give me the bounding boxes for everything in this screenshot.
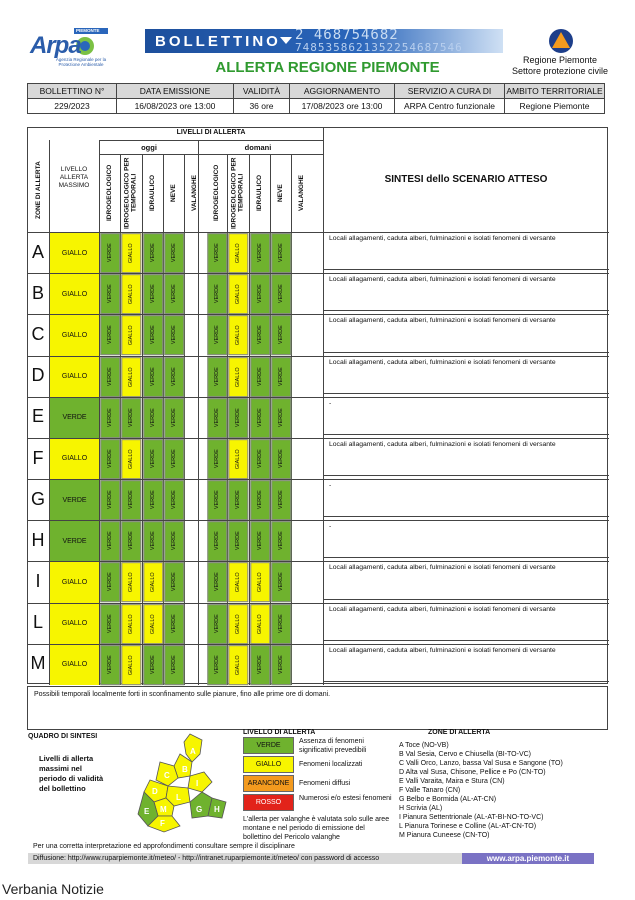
zone-level: GIALLO: [50, 439, 99, 479]
alert-badge: VERDE: [164, 233, 184, 273]
map-label-c: C: [164, 771, 170, 780]
zone-list: [399, 741, 619, 840]
zone-list-item: G Belbo e Bormida (AL-AT-CN): [399, 796, 497, 803]
zone-letter: F: [32, 447, 44, 468]
alert-badge: VERDE: [143, 480, 163, 520]
alert-badge: GIALLO: [250, 604, 270, 644]
synthesis-text: -: [329, 523, 332, 531]
oggi-label: oggi: [141, 143, 157, 152]
column-header: IDRAULICO: [255, 174, 263, 212]
legend-item: [243, 737, 393, 755]
grid-line: [323, 352, 609, 353]
domani-label: domani: [244, 143, 272, 152]
info-table: [27, 83, 605, 114]
legend-desc: Fenomeni diffusi: [299, 780, 351, 787]
synthesis-title: SINTESI dello SCENARIO ATTESO: [384, 174, 548, 185]
disclaimer: Per una corretta interpretazione ed approfondimenti consultare sempre il disciplinare: [33, 843, 295, 850]
alert-badge: GIALLO: [228, 274, 248, 314]
synthesis-text: Locali allagamenti, caduta alberi, fulminazioni e isolati fenomeni di versante: [329, 564, 556, 572]
alert-badge: VERDE: [164, 315, 184, 355]
zone-level: GIALLO: [50, 604, 99, 644]
alert-badge: VERDE: [100, 562, 120, 602]
alert-badge: VERDE: [207, 645, 227, 685]
zone-letter: M: [30, 653, 46, 674]
legend-desc: Fenomeni localizzati: [299, 761, 363, 768]
region-line-1: Regione Piemonte: [522, 55, 598, 65]
zone-header: ZONE DI ALLERTA: [35, 161, 42, 219]
alert-badge: VERDE: [207, 315, 227, 355]
info-header: DATA EMISSIONE: [117, 84, 234, 99]
zone-list-item: I Pianura Settentrionale (AL-AT-BI-NO-TO-VC): [399, 814, 544, 821]
banner-digits-2: 7485358621352254687546: [295, 41, 463, 53]
alert-badge: VERDE: [164, 645, 184, 685]
alert-badge: VERDE: [207, 562, 227, 602]
info-value: Regione Piemonte: [505, 99, 605, 114]
alert-badge: VERDE: [164, 604, 184, 644]
synthesis-text: Locali allagamenti, caduta alberi, fulminazioni e isolati fenomeni di versante: [329, 317, 556, 325]
zone-level: GIALLO: [50, 274, 99, 314]
legend-desc: Assenza di fenomeni significativi prevedibili: [299, 738, 367, 754]
alert-badge: VERDE: [100, 233, 120, 273]
alert-badge: VERDE: [250, 645, 270, 685]
region-name: [500, 55, 620, 77]
grid-line: [323, 475, 609, 476]
alert-badge: VERDE: [143, 315, 163, 355]
alert-badge: VERDE: [271, 480, 291, 520]
alert-badge: VERDE: [100, 604, 120, 644]
livelli-title: LIVELLI DI ALLERTA: [176, 129, 246, 136]
alert-badge: GIALLO: [228, 439, 248, 479]
zone-letter: E: [31, 406, 44, 427]
alert-badge: VERDE: [250, 480, 270, 520]
alert-badge: GIALLO: [121, 274, 141, 314]
zone-letter: I: [35, 571, 41, 592]
banner-title: BOLLETTINO: [155, 33, 281, 50]
alert-badge: VERDE: [271, 521, 291, 561]
alert-badge: VERDE: [207, 357, 227, 397]
banner-digits: 2 468754682: [295, 29, 399, 43]
arpa-logo: [30, 28, 112, 70]
zone-list-item: C Valli Orco, Lanzo, bassa Val Susa e Sangone (TO): [399, 760, 563, 767]
alert-badge: GIALLO: [228, 645, 248, 685]
alert-grid: [27, 127, 608, 684]
alert-badge: GIALLO: [143, 562, 163, 602]
piemonte-map: [130, 732, 230, 837]
map-label-e: E: [144, 807, 150, 816]
alert-badge: VERDE: [228, 398, 248, 438]
alert-badge: VERDE: [164, 274, 184, 314]
zone-list-item: F Valle Tanaro (CN): [399, 787, 461, 794]
alert-badge: VERDE: [121, 398, 141, 438]
legend-title: LIVELLO DI ALLERTA: [243, 729, 316, 736]
alert-badge: VERDE: [121, 521, 141, 561]
zone-level: VERDE: [50, 521, 99, 561]
alert-badge: VERDE: [207, 480, 227, 520]
alert-badge: VERDE: [207, 521, 227, 561]
alert-badge: GIALLO: [121, 604, 141, 644]
banner-arrow-icon: [280, 37, 292, 45]
map-label-f: F: [160, 819, 165, 828]
column-header: IDRAULICO: [148, 174, 156, 212]
alert-badge: VERDE: [271, 274, 291, 314]
alert-badge: GIALLO: [121, 315, 141, 355]
alert-badge: VERDE: [250, 233, 270, 273]
synthesis-text: Locali allagamenti, caduta alberi, fulminazioni e isolati fenomeni di versante: [329, 358, 556, 366]
zone-level: GIALLO: [50, 233, 99, 273]
alert-badge: VERDE: [100, 439, 120, 479]
level-header: LIVELLO ALLERTA MASSIMO: [58, 166, 90, 189]
alert-badge: VERDE: [143, 357, 163, 397]
alert-badge: VERDE: [228, 521, 248, 561]
alert-badge: VERDE: [207, 439, 227, 479]
zone-level: VERDE: [50, 398, 99, 438]
column-header: IDROGEOLOGICO PER TEMPORALI: [123, 157, 138, 229]
alert-badge: VERDE: [250, 315, 270, 355]
synthesis-text: -: [329, 399, 332, 407]
alert-badge: VERDE: [100, 274, 120, 314]
alert-badge: VERDE: [164, 521, 184, 561]
alert-badge: GIALLO: [228, 315, 248, 355]
grid-line: [323, 681, 609, 682]
alert-badge: GIALLO: [228, 233, 248, 273]
alert-badge: VERDE: [164, 562, 184, 602]
grid-line: [323, 516, 609, 517]
grid-line: [323, 310, 609, 311]
map-label-b: B: [182, 765, 188, 774]
zone-list-item: H Scrivia (AL): [399, 805, 443, 812]
alert-badge: VERDE: [271, 398, 291, 438]
alert-badge: VERDE: [271, 439, 291, 479]
column-header: IDROGEOLOGICO: [213, 164, 221, 222]
forecast-note: Possibili temporali localmente forti in sconfinamento sulle pianure, fino alle prime ore di domani.: [27, 686, 608, 730]
grid-line: [323, 557, 609, 558]
alert-badge: GIALLO: [228, 562, 248, 602]
alert-badge: GIALLO: [121, 357, 141, 397]
alert-badge: GIALLO: [228, 357, 248, 397]
alert-badge: VERDE: [207, 274, 227, 314]
info-value: 229/2023: [28, 99, 117, 114]
grid-line: [323, 599, 609, 600]
map-label-a: A: [190, 747, 196, 756]
zone-list-item: L Pianura Torinese e Colline (AL-AT-CN-TO): [399, 823, 537, 830]
alert-badge: VERDE: [164, 439, 184, 479]
alert-badge: VERDE: [250, 439, 270, 479]
legend-swatch: ROSSO: [243, 794, 294, 811]
column-header: IDROGEOLOGICO PER TEMPORALI: [230, 157, 245, 229]
alert-badge: VERDE: [164, 357, 184, 397]
legend-item: [243, 756, 393, 774]
logo-sub-top: PIEMONTE: [76, 28, 100, 33]
alert-badge: VERDE: [100, 480, 120, 520]
alert-badge: VERDE: [100, 521, 120, 561]
info-value: ARPA Centro funzionale: [395, 99, 505, 114]
alert-badge: GIALLO: [121, 233, 141, 273]
info-value: 17/08/2023 ore 13:00: [290, 99, 395, 114]
legend-swatch: ARANCIONE: [243, 775, 294, 792]
legend-swatch: GIALLO: [243, 756, 294, 773]
legend-desc: Numerosi e/o estesi fenomeni: [299, 795, 392, 802]
logo-sub: Agenzia Regionale per la Protezione Ambientale: [55, 57, 107, 67]
synthesis-text: Locali allagamenti, caduta alberi, fulminazioni e isolati fenomeni di versante: [329, 276, 556, 284]
zone-letter: D: [31, 365, 45, 386]
alert-badge: VERDE: [143, 439, 163, 479]
region-line-2: Settore protezione civile: [511, 66, 609, 76]
alert-badge: GIALLO: [121, 645, 141, 685]
alert-badge: VERDE: [121, 480, 141, 520]
info-value: 16/08/2023 ore 13:00: [117, 99, 234, 114]
main-title: ALLERTA REGIONE PIEMONTE: [215, 59, 440, 76]
column-header: VALANGHE: [298, 175, 306, 211]
alert-badge: VERDE: [164, 398, 184, 438]
alert-badge: VERDE: [271, 645, 291, 685]
valanghe-note: L'allerta per valanghe è valutata solo sulle aree montane e nel periodo di emissione del bollettino del Pericolo valanghe: [243, 816, 390, 841]
synthesis-text: -: [329, 482, 332, 490]
zone-list-title: ZONE DI ALLERTA: [428, 729, 491, 736]
zone-letter: G: [30, 488, 45, 509]
synthesis-text: Locali allagamenti, caduta alberi, fulminazioni e isolati fenomeni di versante: [329, 440, 556, 448]
alert-badge: GIALLO: [228, 604, 248, 644]
grid-line: [323, 393, 609, 394]
alert-badge: VERDE: [100, 645, 120, 685]
protezione-civile-icon: [544, 28, 578, 54]
alert-badge: GIALLO: [250, 562, 270, 602]
alert-badge: VERDE: [271, 562, 291, 602]
info-header: SERVIZIO A CURA DI: [395, 84, 505, 99]
alert-badge: VERDE: [143, 521, 163, 561]
watermark: Verbania Notizie: [2, 881, 104, 897]
zone-list-item: A Toce (NO-VB): [399, 742, 449, 749]
zone-letter: L: [32, 612, 43, 633]
map-label-i: I: [196, 779, 199, 788]
info-header: AMBITO TERRITORIALE: [505, 84, 605, 99]
zone-letter: C: [31, 323, 45, 344]
alert-badge: VERDE: [250, 357, 270, 397]
alert-badge: VERDE: [271, 604, 291, 644]
alert-badge: VERDE: [100, 357, 120, 397]
alert-badge: GIALLO: [143, 604, 163, 644]
grid-line: [323, 434, 609, 435]
alert-badge: VERDE: [143, 274, 163, 314]
zone-letter: B: [31, 282, 44, 303]
synthesis-text: Locali allagamenti, caduta alberi, fulminazioni e isolati fenomeni di versante: [329, 605, 556, 613]
synthesis-text: Locali allagamenti, caduta alberi, fulminazioni e isolati fenomeni di versante: [329, 646, 556, 654]
quadro-title: QUADRO DI SINTESI: [28, 733, 98, 740]
info-value: 36 ore: [234, 99, 290, 114]
alert-badge: VERDE: [100, 315, 120, 355]
alert-badge: VERDE: [164, 480, 184, 520]
info-header: VALIDITÀ: [234, 84, 290, 99]
column-header: IDROGEOLOGICO: [106, 164, 114, 222]
map-label-h: H: [214, 805, 220, 814]
map-label-d: D: [152, 787, 158, 796]
logo-text: Arpa: [30, 32, 81, 59]
bollettino-banner: [145, 29, 503, 53]
zone-level: GIALLO: [50, 562, 99, 602]
zone-letter: A: [31, 241, 44, 262]
alert-badge: VERDE: [250, 521, 270, 561]
alert-badge: VERDE: [207, 398, 227, 438]
alert-badge: VERDE: [143, 645, 163, 685]
alert-badge: VERDE: [207, 604, 227, 644]
synthesis-text: Locali allagamenti, caduta alberi, fulminazioni e isolati fenomeni di versante: [329, 235, 556, 242]
map-label-l: L: [176, 793, 181, 802]
zone-level: GIALLO: [50, 357, 99, 397]
quadro-caption: Livelli di allerta massimi nel periodo di validità del bollettino: [39, 754, 104, 793]
alert-badge: VERDE: [271, 357, 291, 397]
alert-badge: GIALLO: [121, 562, 141, 602]
alert-badge: VERDE: [143, 398, 163, 438]
info-header: AGGIORNAMENTO: [290, 84, 395, 99]
map-label-g: G: [196, 805, 203, 814]
column-header: NEVE: [277, 184, 285, 202]
zone-level: GIALLO: [50, 315, 99, 355]
site-link[interactable]: www.arpa.piemonte.it: [462, 853, 594, 864]
alert-badge: VERDE: [100, 398, 120, 438]
alert-badge: VERDE: [271, 315, 291, 355]
alert-badge: VERDE: [143, 233, 163, 273]
info-header: BOLLETTINO N°: [28, 84, 117, 99]
grid-line: [184, 154, 185, 685]
column-header: NEVE: [170, 184, 178, 202]
alert-badge: VERDE: [271, 233, 291, 273]
alert-badge: VERDE: [250, 398, 270, 438]
diffusion-bar: Diffusione: http://www.ruparpiemonte.it/meteo/ - http://intranet.ruparpiemonte.it/meteo/ con password di accesso: [28, 853, 463, 864]
alert-badge: VERDE: [207, 233, 227, 273]
alert-badge: VERDE: [250, 274, 270, 314]
map-label-m: M: [160, 805, 167, 814]
grid-line: [323, 640, 609, 641]
zone-list-item: D Alta val Susa, Chisone, Pellice e Po (CN-TO): [399, 769, 546, 776]
alert-badge: GIALLO: [121, 439, 141, 479]
grid-line: [291, 154, 292, 685]
column-header: VALANGHE: [191, 175, 199, 211]
grid-line: [323, 269, 609, 270]
zone-list-item: B Val Sesia, Cervo e Chiusella (BI-TO-VC): [399, 751, 532, 758]
piemonte-map-drawing: [130, 732, 230, 837]
zone-list-item: E Valli Varaita, Maira e Stura (CN): [399, 778, 505, 785]
legend-item: [243, 775, 393, 793]
legend-swatch: VERDE: [243, 737, 294, 754]
alert-badge: VERDE: [228, 480, 248, 520]
grid-line: [99, 140, 323, 141]
zone-list-item: M Pianura Cuneese (CN-TO): [399, 832, 490, 839]
zone-level: GIALLO: [50, 645, 99, 685]
zone-letter: H: [31, 529, 45, 550]
legend-item: [243, 794, 393, 812]
zone-level: VERDE: [50, 480, 99, 520]
